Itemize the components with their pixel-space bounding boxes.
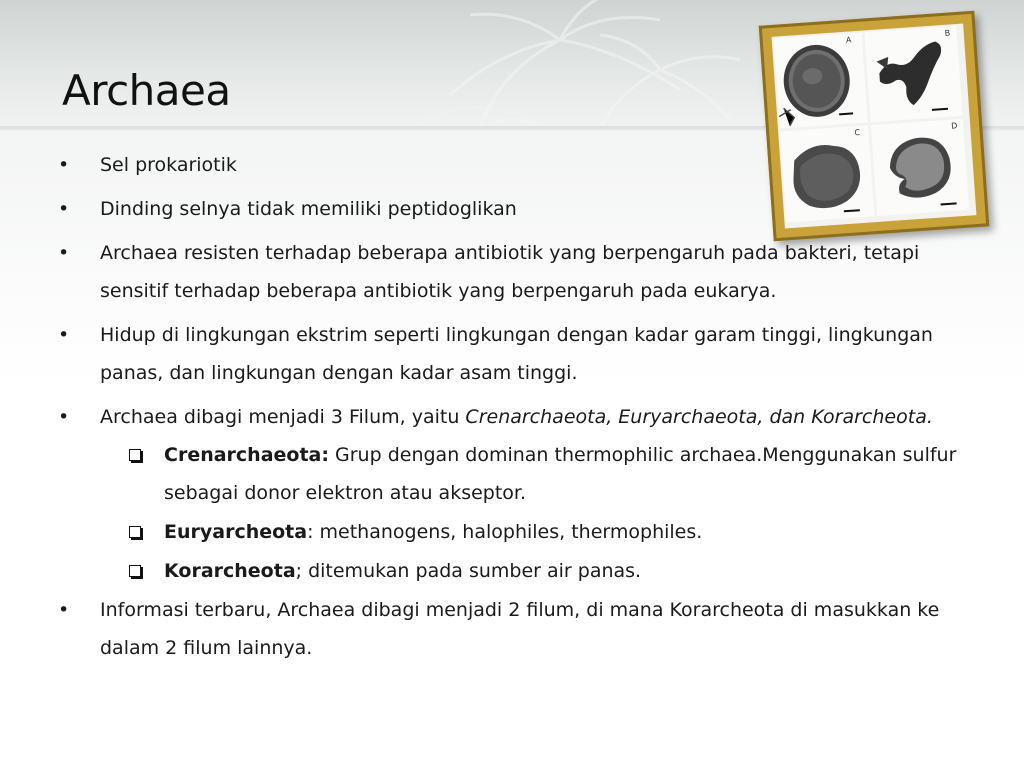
bullet-item (58, 591, 978, 667)
bullet-item (58, 398, 978, 436)
bullet-text: Archaea dibagi menjadi 3 Filum, yaitu (100, 406, 466, 428)
sub-bullet-text: : methanogens, halophiles, thermophiles. (307, 521, 703, 543)
sub-bullet-term: Euryarcheota (164, 521, 308, 543)
sub-bullet-item (58, 513, 978, 551)
checkbox-bullet-icon (129, 449, 141, 461)
sub-bullet-item (58, 436, 978, 512)
sub-bullet-term: Korarcheota (164, 560, 296, 582)
sub-bullet-item (58, 552, 978, 590)
bullet-item (58, 190, 978, 228)
bullet-glyph: • (58, 198, 70, 220)
bullet-text: Sel prokariotik (100, 154, 237, 176)
bullet-text: Dinding selnya tidak memiliki peptidoglikan (100, 198, 517, 220)
bullet-glyph: • (58, 599, 70, 621)
checkbox-bullet-icon (129, 526, 141, 538)
bullet-text: Hidup di lingkungan ekstrim seperti lingkungan dengan kadar garam tinggi, lingkungan panas, dan lingkungan dengan kadar asam tinggi. (100, 324, 933, 384)
bullet-glyph: • (58, 154, 70, 176)
bullet-glyph: • (58, 324, 70, 346)
panel-label-d: D (950, 121, 958, 131)
checkbox-bullet-icon (129, 565, 141, 577)
sub-bullet-text: Grup dengan dominan thermophilic archaea.Menggunakan sulfur sebagai donor elektron atau akseptor. (164, 444, 957, 504)
micrograph-panel-a (774, 33, 868, 129)
bullet-text-italic: Crenarchaeota, Euryarchaeota, dan Korarcheota. (465, 406, 933, 428)
slide-content (58, 146, 978, 673)
bullet-text: Informasi terbaru, Archaea dibagi menjadi 2 filum, di mana Korarcheota di masukkan ke dalam 2 filum lainnya. (100, 599, 940, 659)
bullet-text: Archaea resisten terhadap beberapa antibiotik yang berpengaruh pada bakteri, tetapi sensitif terhadap beberapa antibiotik yang berpengaruh pada eukarya. (100, 242, 920, 302)
bullet-glyph: • (58, 242, 70, 264)
slide-title: Archaea (62, 66, 231, 115)
sub-bullet-term: Crenarchaeota: (164, 444, 329, 466)
sub-bullet-text: ; ditemukan pada sumber air panas. (295, 560, 642, 582)
micrograph-panel-b (864, 26, 962, 122)
panel-label-a: A (845, 35, 852, 45)
panel-label-b: B (944, 28, 951, 38)
panel-label-c: C (854, 128, 861, 138)
bullet-item (58, 316, 978, 392)
bullet-item (58, 146, 978, 184)
bullet-item (58, 234, 978, 310)
bullet-glyph: • (58, 406, 70, 428)
